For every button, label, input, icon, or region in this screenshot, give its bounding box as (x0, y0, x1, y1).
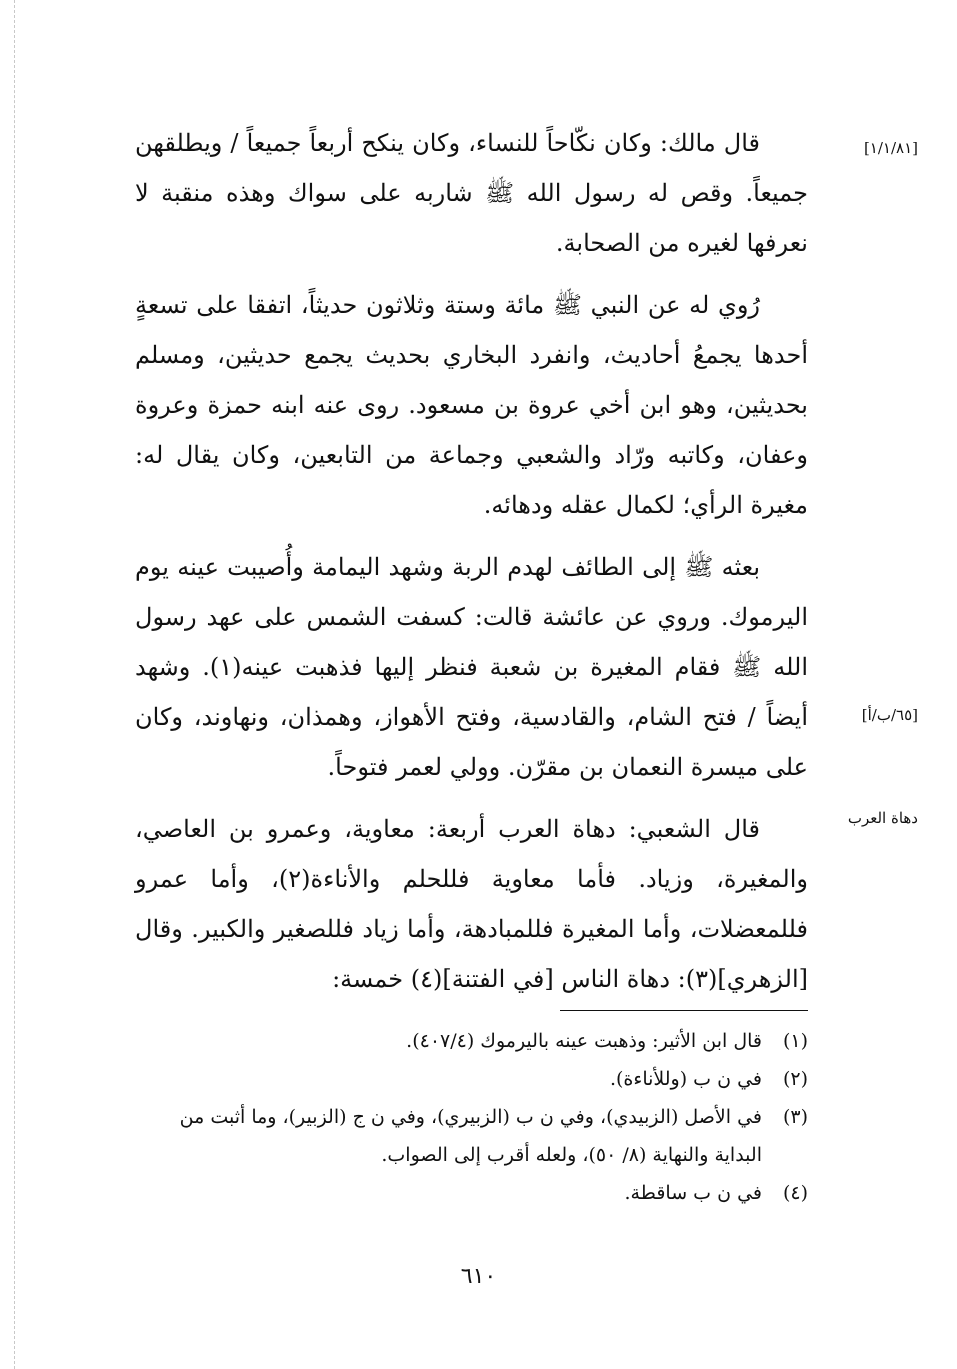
footnote-number: (٣) (782, 1106, 808, 1128)
footnote-number: (٢) (782, 1068, 808, 1090)
footnote-4 (135, 1174, 808, 1212)
footnote-number: (٤) (782, 1182, 808, 1204)
footnote-number: (١) (782, 1030, 808, 1052)
paragraph-2: رُوي له عن النبي ﷺ مائة وستة وثلاثون حديثاً، اتفقا على تسعةٍ أحدها يجمعُ أحاديث، وانفرد البخاري بحديث يجمع حديثين، ومسلم بحديثين، وهو ابن أخي عروة بن مسعود. روى عنه ابنه حمزة وعروة وعفان، وكاتبه ورّاد والشعبي وجماعة من التابعين، وكان يقال له: مغيرة الرأي؛ لكمال عقله ودهائه. (135, 291, 808, 519)
margin-marker-folio-81: [١/١/٨١] (863, 139, 918, 157)
scan-edge-dotted-line (14, 0, 15, 1369)
paragraph-3: بعثه ﷺ إلى الطائف لهدم الربة وشهد اليمامة وأُصيبت عينه يوم اليرموك. وروي عن عائشة قالت: كسفت الشمس على عهد رسول الله ﷺ فقام المغيرة بن شعبة فنظر إليها فذهبت عينه(١). وشهد أيضاً / فتح الشام، والقادسية، وفتح الأهواز، وهمذان، ونهاوند، وكان على ميسرة النعمان بن مقرّن. وولي لعمر فتوحاً. (135, 553, 808, 781)
main-text-column (135, 118, 808, 1016)
footnote-2 (135, 1060, 808, 1098)
page-number: ٦١٠ (460, 1264, 497, 1289)
footnote-1 (135, 1022, 808, 1060)
margin-heading-duhat-al-arab: دهاة العرب (847, 809, 918, 827)
footnote-separator (560, 1010, 808, 1011)
margin-marker-folio-65: [٦٥/ب/أ] (861, 706, 918, 724)
paragraph-4: قال الشعبي: دهاة العرب أربعة: معاوية، وعمرو بن العاصي، والمغيرة، وزياد. فأما معاوية فللحلم والأناءة(٢)، وأما عمرو فللمعضلات، وأما المغيرة فللمبادهة، وأما زياد فللصغير والكبير. وقال [الزهري](٣): دهاة الناس [في الفتنة](٤) خمسة: (135, 815, 808, 993)
footnote-text: قال ابن الأثير: وذهبت عينه باليرموك (٤٠٧/٤). (406, 1030, 762, 1052)
footnote-text: في الأصل (الزبيدي)، وفي ن ب (الزبيري)، وفي ن ج (الزبير)، وما أثبت من البداية والنهاية (٨/ ٥٠)، ولعله أقرب إلى الصواب. (179, 1106, 762, 1166)
footnote-3 (135, 1098, 808, 1174)
footnote-text: في ن ب (وللأناءة). (609, 1068, 762, 1090)
footnote-text: في ن ب ساقطة. (624, 1182, 762, 1204)
footnotes (135, 1022, 808, 1212)
paragraph-1: قال مالك: وكان نكّاحاً للنساء، وكان ينكح أربعاً جميعاً / ويطلقهن جميعاً. وقص له رسول الله ﷺ شاربه على سواك وهذه منقبة لا نعرفها لغيره من الصحابة. (135, 129, 808, 257)
